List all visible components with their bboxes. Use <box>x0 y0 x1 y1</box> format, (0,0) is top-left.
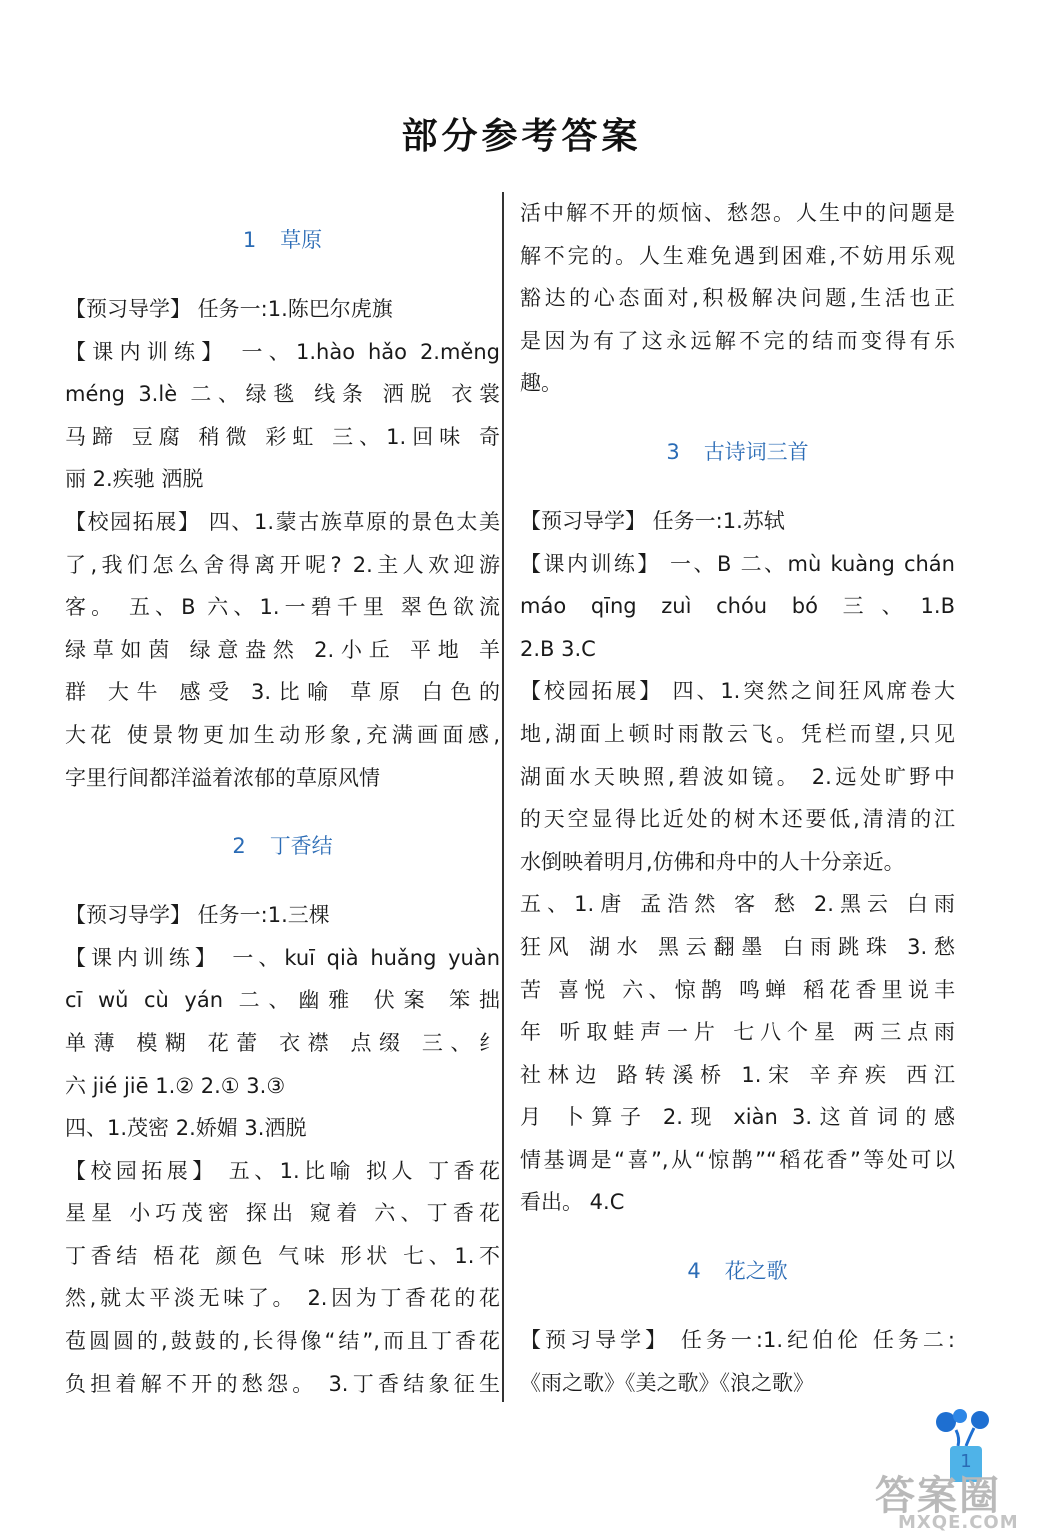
answer-line: 【预习导学】 任务一:1.纪伯伦 任务二: <box>520 1328 955 1353</box>
answer-line: 年 听取蛙声一片 七八个星 两三点雨 <box>520 1020 955 1045</box>
answer-line: 四、1.茂密 2.娇媚 3.洒脱 <box>65 1116 307 1141</box>
answer-line: 五、1.唐 孟浩然 客 愁 2.黑云 白雨 <box>520 892 955 917</box>
column-divider <box>502 192 504 1402</box>
answer-line: 豁达的心态面对,积极解决问题,生活也正 <box>520 286 955 311</box>
answer-line: cī wǔ cù yán 二、幽雅 伏案 笨拙 <box>65 988 500 1013</box>
answer-line: 趣。 <box>520 371 562 396</box>
answer-line: 【预习导学】 任务一:1.陈巴尔虎旗 <box>65 297 393 321</box>
answer-line: 绿草如茵 绿意盎然 2.小丘 平地 羊 <box>65 637 500 662</box>
answer-line: 丁香结 梧花 颜色 气味 形状 七、1.不 <box>65 1243 500 1268</box>
page-number: 1 <box>960 1451 972 1472</box>
answer-line: 了,我们怎么舍得离开呢? 2.主人欢迎游 <box>65 552 500 577</box>
answer-line: 负担着解不开的愁怨。 3.丁香结象征生 <box>65 1371 500 1396</box>
answer-line: 【校园拓展】 四、1.突然之间狂风席卷大 <box>520 679 955 704</box>
answer-line: 情基调是“喜”,从“惊鹊”“稻花香”等处可以 <box>520 1147 955 1172</box>
answer-line: 马蹄 豆腐 稍微 彩虹 三、1.回味 奇 <box>65 424 500 449</box>
answer-line: 群 大牛 感受 3.比喻 草原 白色的 <box>65 680 500 705</box>
answer-line: 客。 五、B 六、1.一碧千里 翠色欲流 <box>65 595 500 620</box>
answer-line: 活中解不开的烦恼、愁怨。人生中的问题是 <box>520 201 955 225</box>
section-heading <box>65 799 500 894</box>
section-number: 4 <box>687 1259 701 1284</box>
answer-line: 苦 喜悦 六、惊鹊 鸣蝉 稻花香里说丰 <box>520 977 955 1002</box>
answer-line: 【课内训练】 一、kuī qià huǎng yuàn <box>65 945 500 970</box>
section-number: 2 <box>232 834 246 859</box>
answer-line: 字里行间都洋溢着浓郁的草原风情 <box>65 765 380 790</box>
section-number: 3 <box>666 439 680 464</box>
answer-line: 【校园拓展】 四、1.蒙古族草原的景色太美 <box>65 509 500 534</box>
answer-line: 星星 小巧茂密 探出 窥着 六、丁香花 <box>65 1201 500 1226</box>
section-title: 花之歌 <box>724 1259 788 1284</box>
answer-line: 2.B 3.C <box>520 636 596 661</box>
answer-line: 看出。 4.C <box>520 1190 625 1215</box>
answer-line: 社林边 路转溪桥 1.宋 辛弃疾 西江 <box>520 1062 955 1087</box>
answer-line: 月 卜算子 2.现 xiàn 3.这首词的感 <box>520 1105 955 1130</box>
section-heading <box>520 405 955 500</box>
answer-line: 六 jié jiē 1.② 2.① 3.③ <box>65 1073 286 1098</box>
section-heading <box>65 192 500 288</box>
answer-line: 是因为有了这永远解不完的结而变得有乐 <box>520 328 955 353</box>
page-title: 部分参考答案 <box>401 116 642 157</box>
section-title: 古诗词三首 <box>703 439 809 464</box>
answer-line: máo qīng zuì chóu bó 三、1.B <box>520 594 955 619</box>
answer-line: 湖面水天映照,碧波如镜。 2.远处旷野中 <box>520 764 955 789</box>
answer-line: 丽 2.疾驰 洒脱 <box>65 467 204 492</box>
answer-line: 水倒映着明月,仿佛和舟中的人十分亲近。 <box>520 849 905 874</box>
answer-line: 单薄 模糊 花蕾 衣襟 点缀 三、纟 <box>65 1030 500 1055</box>
answer-line: méng 3.lè 二、绿毯 线条 洒脱 衣裳 <box>65 382 500 407</box>
section-title: 草原 <box>280 228 323 252</box>
answer-line: 大花 使景物更加生动形象,充满画面感, <box>65 722 500 747</box>
section-title: 丁香结 <box>269 834 333 859</box>
answer-line: 【课内训练】 一、1.hào hǎo 2.měng <box>65 339 500 364</box>
answer-line: 【预习导学】 任务一:1.苏轼 <box>520 508 785 533</box>
left-column <box>65 192 500 1405</box>
answer-line: 【校园拓展】 五、1.比喻 拟人 丁香花 <box>65 1158 500 1183</box>
answer-line: 然,就太平淡无味了。 2.因为丁香花的花 <box>65 1286 500 1311</box>
right-column <box>520 192 955 1404</box>
answer-line: 苞圆圆的,鼓鼓的,长得像“结”,而且丁香花 <box>65 1329 500 1354</box>
answer-line: 解不完的。人生难免遇到困难,不妨用乐观 <box>520 243 955 268</box>
watermark-url: MXQE.COM <box>898 1512 1019 1533</box>
section-heading <box>520 1224 955 1319</box>
section-number: 1 <box>242 228 257 252</box>
answer-line: 狂风 湖水 黑云翻墨 白雨跳珠 3.愁 <box>520 934 955 959</box>
answer-line: 【课内训练】 一、B 二、mù kuàng chán <box>520 551 955 576</box>
answer-line: 的天空显得比近处的树木还要低,清清的江 <box>520 807 955 832</box>
answer-line: 《雨之歌》《美之歌》《浪之歌》 <box>520 1370 814 1395</box>
answer-line: 【预习导学】 任务一:1.三棵 <box>65 903 330 928</box>
watermark-text: 答案圈 <box>875 1473 1001 1519</box>
answer-line: 地,湖面上顿时雨散云飞。凭栏而望,只见 <box>520 721 955 746</box>
